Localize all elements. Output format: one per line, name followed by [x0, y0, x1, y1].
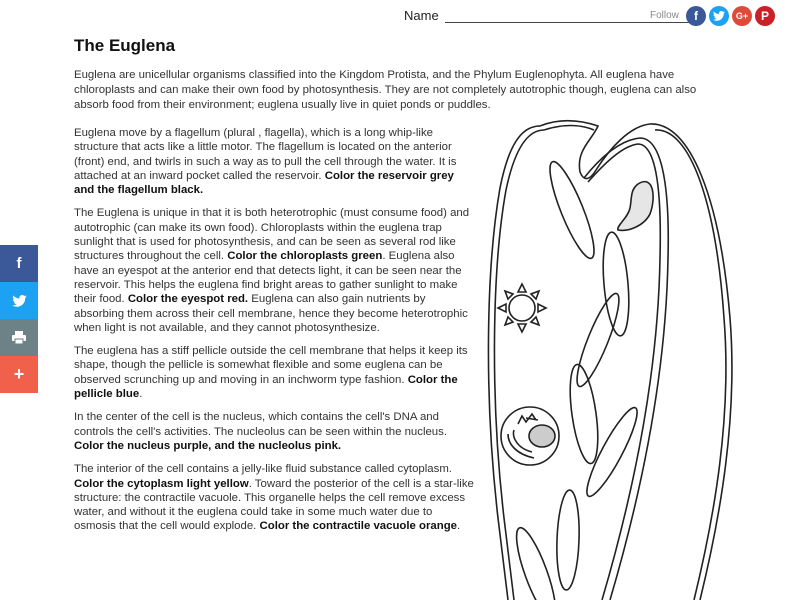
pellicle-outline	[488, 126, 540, 600]
twitter-icon	[12, 295, 27, 307]
facebook-follow-button[interactable]	[686, 6, 706, 26]
twitter-share-button[interactable]	[0, 282, 38, 319]
chloroplast-paragraph: The Euglena is unique in that it is both heterotrophic (must consume food) and autotrophic (can make its own food). Chloroplasts within the euglena trap sunlight that is used for photosynthesis, and can be seen as several rod like structures throughout the cell. Color the chloroplasts green. Euglena also have an eyespot at the anterior end that detects light, it can be seen near the reservoir. This helps the euglena find bright areas to gather sunlight to make their food. Color the eyespot red. Euglena can also gain nutrients by absorbing them across their cell membrane, hence they become heterotrophic when light is not available, and they cannot photosynthesize.	[74, 207, 470, 334]
more-share-button[interactable]	[0, 356, 38, 393]
print-icon	[12, 331, 26, 344]
nucleus	[501, 407, 559, 465]
name-field	[404, 8, 690, 23]
facebook-share-button[interactable]	[0, 245, 38, 282]
nucleus-paragraph: In the center of the cell is the nucleus, which contains the cell's DNA and controls the cell's activities. The nucleolus can be seen within the nucleus. Color the nucleus purple, and the nucleolus pink.	[74, 411, 447, 452]
nucleolus	[529, 425, 555, 447]
twitter-icon	[713, 11, 725, 21]
share-sidebar	[0, 245, 38, 393]
print-button[interactable]	[0, 319, 38, 356]
google-plus-icon: G+	[735, 11, 749, 21]
contractile-vacuole	[498, 284, 546, 332]
pinterest-follow-button[interactable]	[755, 6, 775, 26]
pinterest-icon: P	[760, 9, 769, 23]
instructions-column	[74, 126, 474, 543]
follow-label: Follow	[650, 10, 679, 21]
facebook-icon: f	[16, 255, 22, 272]
page-title: The Euglena	[74, 36, 176, 55]
twitter-follow-button[interactable]	[709, 6, 729, 26]
facebook-icon: f	[694, 9, 698, 23]
cytoplasm-paragraph: The interior of the cell contains a jelly-like fluid substance called cytoplasm. Color the cytoplasm light yellow. Toward the posterior of the cell is a star-like structure: the contractile vacuole. This organelle helps the cell remove excess water, and without it the euglena could take in some much water due to osmosis that the cell would explode. Color the contractile vacuole orange.	[74, 463, 474, 533]
plus-icon: +	[13, 364, 25, 384]
reservoir	[618, 182, 653, 231]
flagellum-paragraph: Euglena move by a flagellum (plural , flagella), which is a long whip-like structure that acts like a little motor. The flagellum is located on the anterior (front) end, and twirls in such a way as to pull the cell through the water. It is attached at an inward pocket called the reservoir. Color the reservoir grey and the flagellum black.	[74, 127, 457, 197]
name-label: Name	[404, 8, 439, 23]
euglena-diagram	[480, 118, 800, 600]
intro-paragraph: Euglena are unicellular organisms classified into the Kingdom Protista, and the Phylum Euglenophyta. All euglena have chloroplasts and can make their own food by photosynthesis. They are not completely autotrophic though, euglena can also absorb food from their environment; euglena usually live in quiet ponds or puddles.	[74, 69, 697, 111]
google-plus-follow-button[interactable]	[732, 6, 752, 26]
pellicle-paragraph: The euglena has a stiff pellicle outside the cell membrane that helps it keep its shape, though the pellicle is somewhat flexible and some euglena can be observed scrunching up and moving in an inchworm type fashion. Color the pellicle blue.	[74, 345, 468, 401]
follow-social-icons	[686, 6, 775, 26]
